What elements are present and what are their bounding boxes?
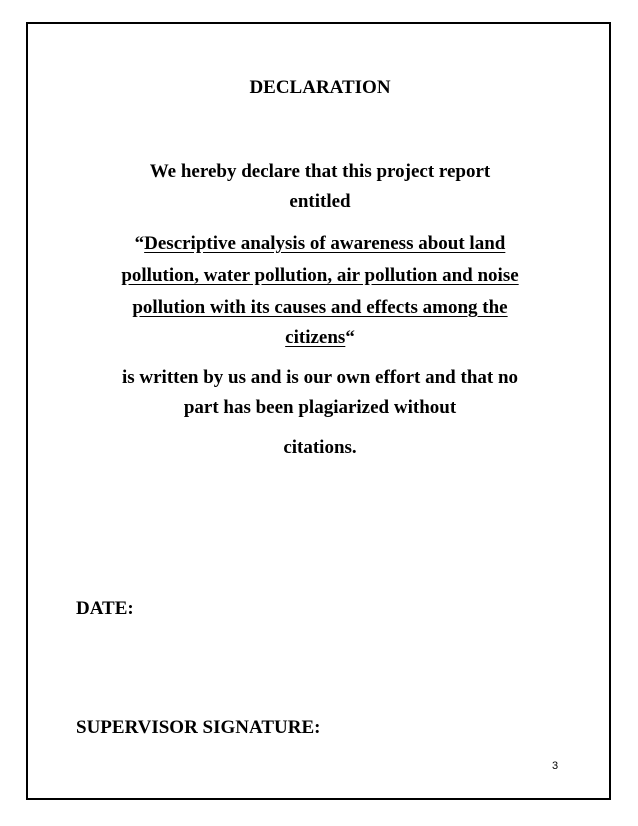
statement-line-1: is written by us and is our own effort and that no [121,367,519,388]
project-title-line-2 [40,261,600,291]
statement-line-3: citations. [283,437,357,458]
open-quote: “ [134,233,145,254]
close-quote: “ [345,327,355,348]
project-title-text-2: pollution, water pollution, air pollution and noise [121,265,519,286]
project-title-line-4 [40,323,600,353]
page-number: 3 [552,760,559,772]
statement-line-2: part has been plagiarized without [183,397,457,418]
project-title-line-1 [40,229,600,259]
project-title-text-4: citizens [285,327,346,348]
declaration-heading: DECLARATION [249,77,391,98]
date-label: DATE: [76,598,134,619]
project-title-text-3: pollution with its causes and effects among the [132,297,508,318]
project-title-text-1: Descriptive analysis of awareness about land [144,233,506,254]
project-title-line-3 [40,293,600,323]
intro-line-1: We hereby declare that this project report [149,161,491,182]
intro-line-2: entitled [289,191,351,212]
supervisor-signature-label: SUPERVISOR SIGNATURE: [76,717,321,738]
